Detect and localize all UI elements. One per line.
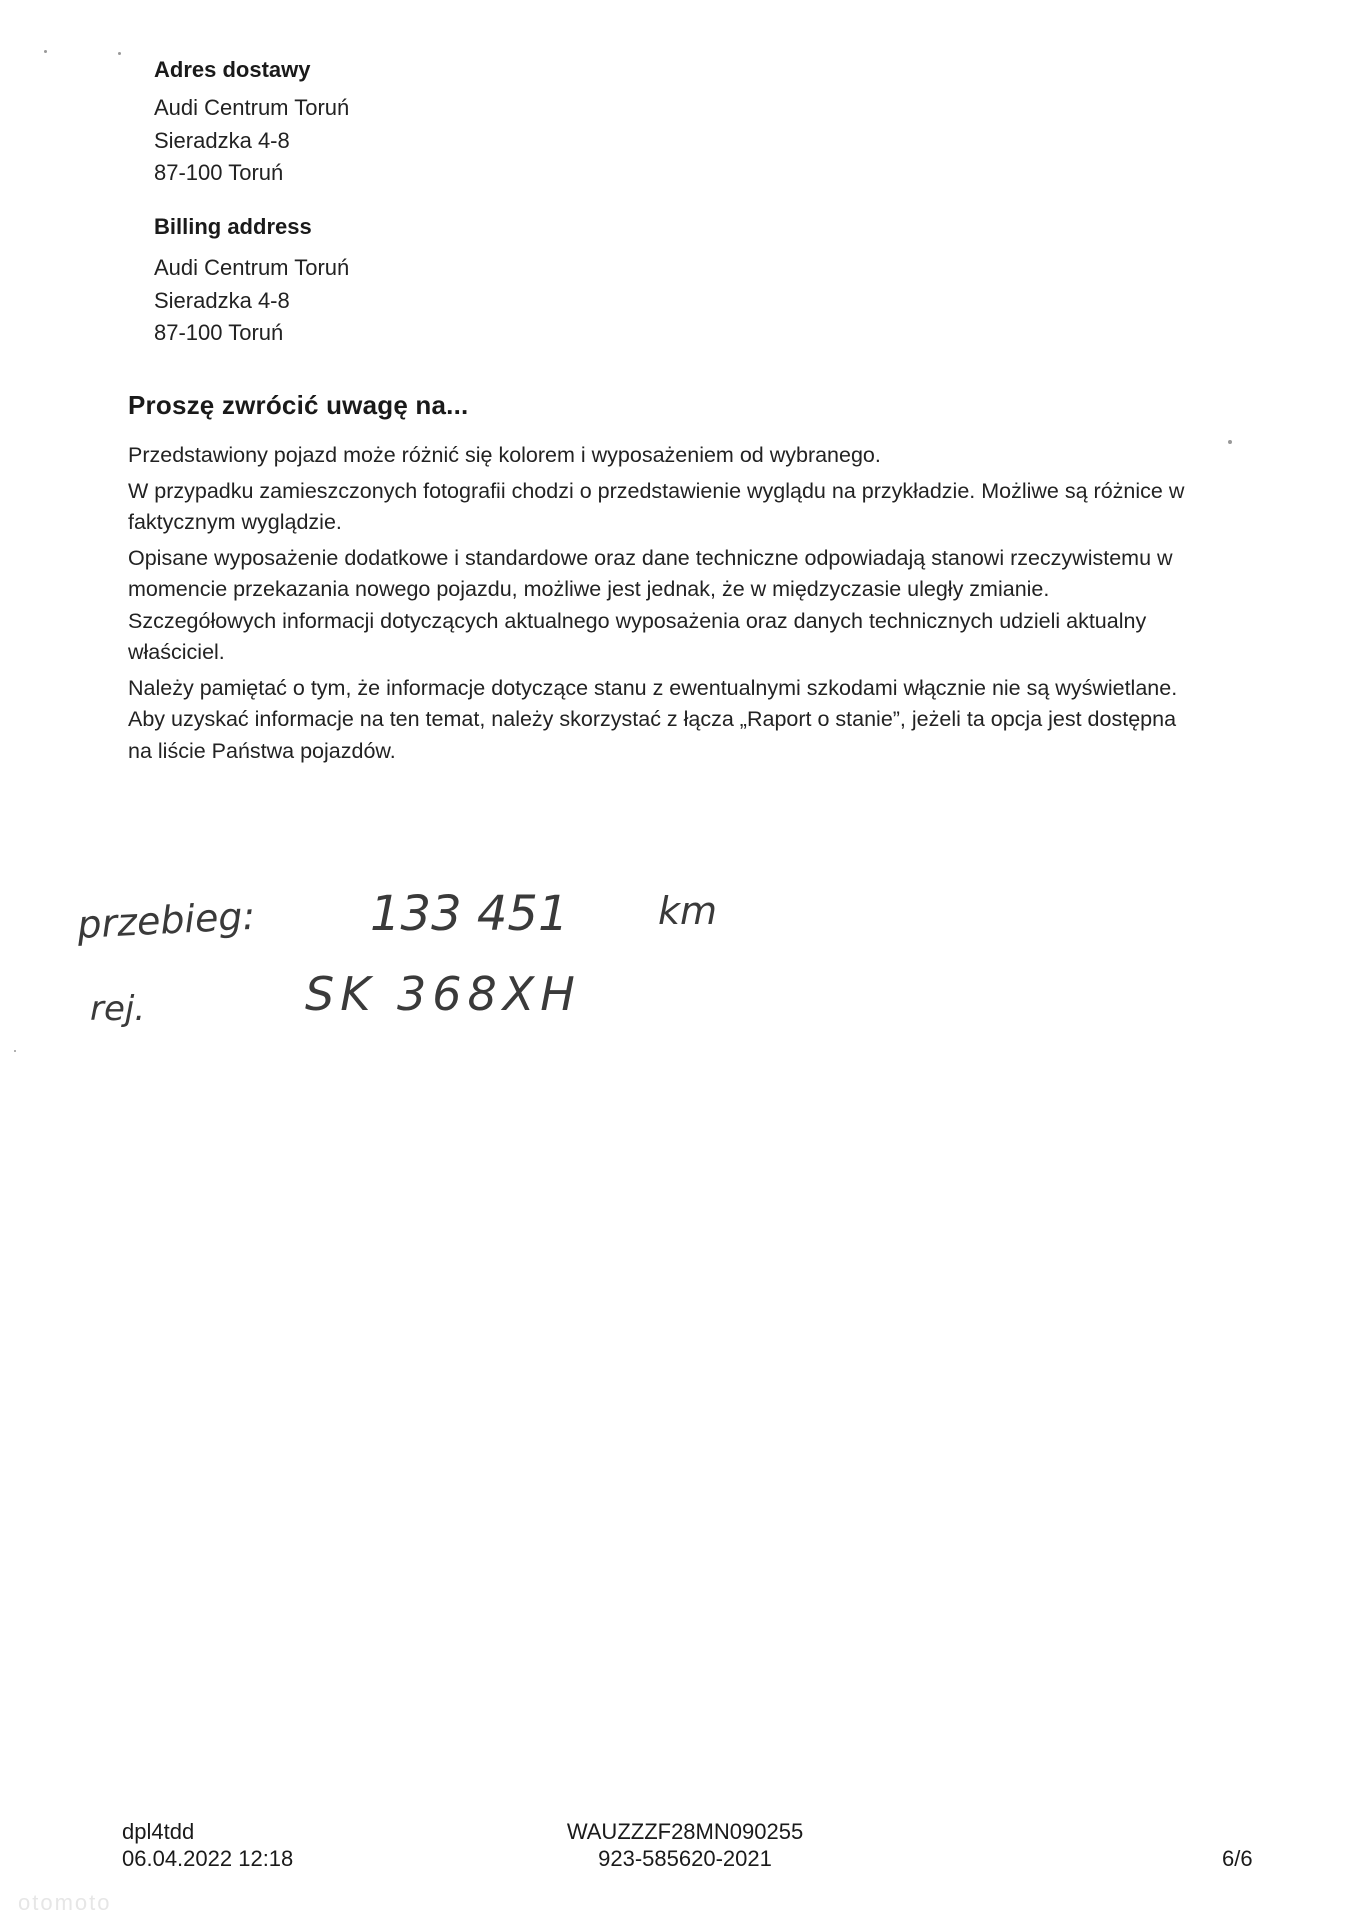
billing-address-line: 87-100 Toruń [154, 320, 284, 345]
notice-body [128, 440, 1198, 771]
footer-vin: WAUZZZF28MN090255 [566, 1819, 804, 1844]
handwritten-mileage-value: 133 451 [370, 886, 569, 942]
notice-paragraph: Należy pamiętać o tym, że informacje dotyczące stanu z ewentualnymi szkodami włącznie nie są wyświetlane. Aby uzyskać informacje na ten temat, należy skorzystać z łącza „Raport o stanie”, jeżeli ta opcja jest dostępna na liście Państwa pojazdów. [128, 675, 1178, 763]
footer-datetime: 06.04.2022 12:18 [122, 1846, 294, 1871]
billing-address-heading: Billing address [154, 214, 312, 239]
delivery-address-heading: Adres dostawy [154, 57, 311, 82]
billing-address-line: Audi Centrum Toruń [154, 255, 350, 280]
handwritten-registration-value: SK 368XH [305, 967, 581, 1021]
notice-paragraph: Przedstawiony pojazd może różnić się kolorem i wyposażeniem od wybranego. [128, 443, 881, 467]
handwritten-mileage-label: przebieg: [76, 893, 257, 947]
footer-center [555, 1818, 815, 1872]
footer-reference: 923-585620-2021 [598, 1846, 772, 1871]
scan-speck [44, 50, 47, 53]
delivery-address-line: 87-100 Toruń [154, 160, 284, 185]
notice-paragraph: W przypadku zamieszczonych fotografii chodzi o przedstawienie wyglądu na przykładzie. Możliwe są różnice w faktycznym wyglądzie. [128, 478, 1185, 534]
handwritten-registration-label: rej. [90, 989, 146, 1029]
notice-paragraph: Opisane wyposażenie dodatkowe i standardowe oraz dane techniczne odpowiadają stanowi rzeczywistemu w momencie przekazania nowego pojazdu, możliwe jest jednak, że w międzyczasie uległy zmianie. Szczegółowych informacji dotyczących aktualnego wyposażenia oraz danych technicznych udzieli aktualny właściciel. [128, 545, 1173, 664]
handwritten-notes [60, 860, 760, 1060]
footer-page-number: 6/6 [1222, 1846, 1253, 1871]
delivery-address-line: Sieradzka 4-8 [154, 128, 290, 153]
footer-left [122, 1818, 293, 1872]
handwritten-mileage-unit: km [658, 889, 718, 933]
billing-address-line: Sieradzka 4-8 [154, 288, 290, 313]
scan-speck [1228, 440, 1232, 444]
scan-speck [118, 52, 121, 55]
delivery-address-line: Audi Centrum Toruń [154, 95, 350, 120]
footer-code: dpl4tdd [122, 1819, 195, 1844]
notice-title: Proszę zwrócić uwagę na... [128, 390, 469, 420]
scan-speck [14, 1050, 16, 1052]
watermark: otomoto [18, 1890, 112, 1915]
